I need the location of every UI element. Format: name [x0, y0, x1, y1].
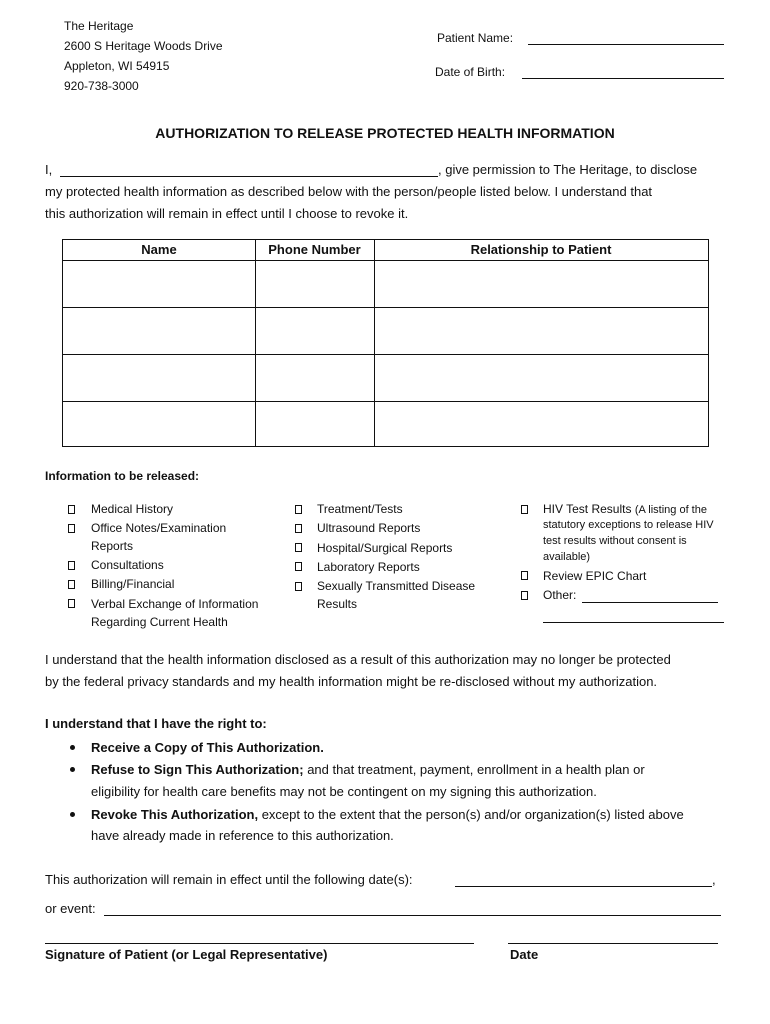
- table-cell-phone[interactable]: [256, 402, 373, 446]
- right-revoke-text: except to the extent that the person(s) and/or organization(s) listed above: [258, 807, 684, 822]
- checkbox-ultrasound[interactable]: [295, 524, 302, 533]
- other-field[interactable]: [582, 602, 718, 603]
- label-hiv-note-3: test results without consent is: [543, 535, 687, 547]
- label-hiv-note-4: available): [543, 551, 591, 563]
- table-cell-relationship[interactable]: [375, 355, 707, 400]
- table-cell-relationship[interactable]: [375, 261, 707, 306]
- label-ultrasound: Ultrasound Reports: [317, 521, 421, 535]
- label-hiv-note: (A listing of the: [634, 504, 707, 516]
- label-verbal-exchange: Verbal Exchange of Information: [91, 597, 259, 611]
- table-cell-relationship[interactable]: [375, 308, 707, 353]
- patient-name-field[interactable]: [528, 44, 724, 45]
- checkbox-treatment-tests[interactable]: [295, 505, 302, 514]
- table-cell-name[interactable]: [64, 261, 254, 306]
- table-header-phone: Phone Number: [268, 242, 361, 257]
- label-epic-chart: Review EPIC Chart: [543, 569, 647, 583]
- table-header-name: Name: [141, 242, 177, 257]
- dob-label: Date of Birth:: [435, 65, 506, 79]
- patient-name-label: Patient Name:: [437, 31, 514, 45]
- date-field[interactable]: [508, 943, 718, 944]
- label-office-notes-cont: Reports: [91, 539, 134, 553]
- info-heading: Information to be released:: [45, 469, 200, 483]
- table-cell-name[interactable]: [64, 308, 254, 353]
- rights-heading: I understand that I have the right to:: [45, 716, 267, 731]
- intro-line2: my protected health information as described below with the person/people listed below. I understand that: [45, 184, 653, 199]
- label-office-notes: Office Notes/Examination: [91, 521, 227, 535]
- page-title: AUTHORIZATION TO RELEASE PROTECTED HEALTH INFORMATION: [155, 125, 615, 141]
- table-cell-phone[interactable]: [256, 355, 373, 400]
- intro-line1-suffix: , give permission to The Heritage, to disclose: [438, 162, 698, 177]
- checkbox-std-results[interactable]: [295, 582, 302, 591]
- checkbox-hospital-surgical[interactable]: [295, 543, 302, 552]
- checkbox-medical-history[interactable]: [68, 505, 75, 514]
- intro-prefix: I,: [45, 162, 53, 177]
- right-revoke-title: Revoke This Authorization,: [91, 807, 259, 822]
- checkbox-other[interactable]: [521, 591, 528, 600]
- label-laboratory: Laboratory Reports: [317, 560, 420, 574]
- disclosure-line1: I understand that the health information disclosed as a result of this authorization may no longer be protected: [45, 652, 671, 667]
- disclosure-line2: by the federal privacy standards and my health information might be re-disclosed without my authorization.: [45, 674, 658, 689]
- checkbox-consultations[interactable]: [68, 561, 75, 570]
- effect-dates-field[interactable]: [455, 886, 712, 887]
- org-phone: 920-738-3000: [64, 79, 139, 93]
- label-verbal-exchange-cont: Regarding Current Health: [91, 615, 228, 629]
- label-treatment-tests: Treatment/Tests: [317, 502, 403, 516]
- patient-name-blank[interactable]: [60, 176, 438, 177]
- table-header-relationship: Relationship to Patient: [470, 242, 612, 257]
- label-other: Other:: [543, 588, 577, 602]
- effect-dates-label: This authorization will remain in effect until the following date(s):: [45, 872, 413, 887]
- org-address: 2600 S Heritage Woods Drive: [64, 39, 223, 53]
- label-hiv-test: [543, 502, 707, 516]
- table-cell-phone[interactable]: [256, 308, 373, 353]
- table-cell-phone[interactable]: [256, 261, 373, 306]
- signature-field[interactable]: [45, 943, 474, 944]
- label-billing: Billing/Financial: [91, 577, 175, 591]
- checkbox-laboratory[interactable]: [295, 562, 302, 571]
- date-label: Date: [510, 947, 539, 962]
- label-std-results-cont: Results: [317, 597, 358, 611]
- label-medical-history: Medical History: [91, 502, 174, 516]
- label-std-results: Sexually Transmitted Disease: [317, 579, 476, 593]
- bullet-icon: [70, 767, 75, 772]
- effect-dates-suffix: ,: [712, 872, 716, 887]
- label-consultations: Consultations: [91, 558, 164, 572]
- label-hiv-note-2: statutory exceptions to release HIV: [543, 519, 714, 531]
- right-refuse-text: and that treatment, payment, enrollment in a health plan or: [303, 762, 645, 777]
- checkbox-office-notes[interactable]: [68, 524, 75, 533]
- checkbox-verbal-exchange[interactable]: [68, 599, 75, 608]
- right-refuse: [91, 762, 645, 777]
- table-cell-relationship[interactable]: [375, 402, 707, 446]
- table-cell-name[interactable]: [64, 402, 254, 446]
- event-field[interactable]: [104, 915, 721, 916]
- table-cell-name[interactable]: [64, 355, 254, 400]
- right-revoke-line2: have already made in reference to this authorization.: [91, 828, 394, 843]
- dob-field[interactable]: [522, 78, 724, 79]
- right-copy: Receive a Copy of This Authorization.: [91, 740, 324, 755]
- signature-label: Signature of Patient (or Legal Representative): [45, 947, 328, 962]
- event-label: or event:: [45, 901, 96, 916]
- bullet-icon: [70, 745, 75, 750]
- bullet-icon: [70, 812, 75, 817]
- other-field-line2[interactable]: [543, 622, 724, 623]
- right-revoke: [91, 807, 684, 822]
- right-refuse-title: Refuse to Sign This Authorization;: [91, 762, 304, 777]
- label-hospital-surgical: Hospital/Surgical Reports: [317, 541, 453, 555]
- checkbox-billing[interactable]: [68, 580, 75, 589]
- org-city: Appleton, WI 54915: [64, 59, 170, 73]
- intro-line3: this authorization will remain in effect until I choose to revoke it.: [45, 206, 409, 221]
- right-refuse-line2: eligibility for health care benefits may not be contingent on my signing this authorization.: [91, 784, 597, 799]
- checkbox-epic-chart[interactable]: [521, 571, 528, 580]
- label-hiv-test-text: HIV Test Results: [543, 502, 632, 516]
- recipients-table: [62, 239, 709, 447]
- checkbox-hiv-test[interactable]: [521, 505, 528, 514]
- org-name: The Heritage: [64, 19, 134, 33]
